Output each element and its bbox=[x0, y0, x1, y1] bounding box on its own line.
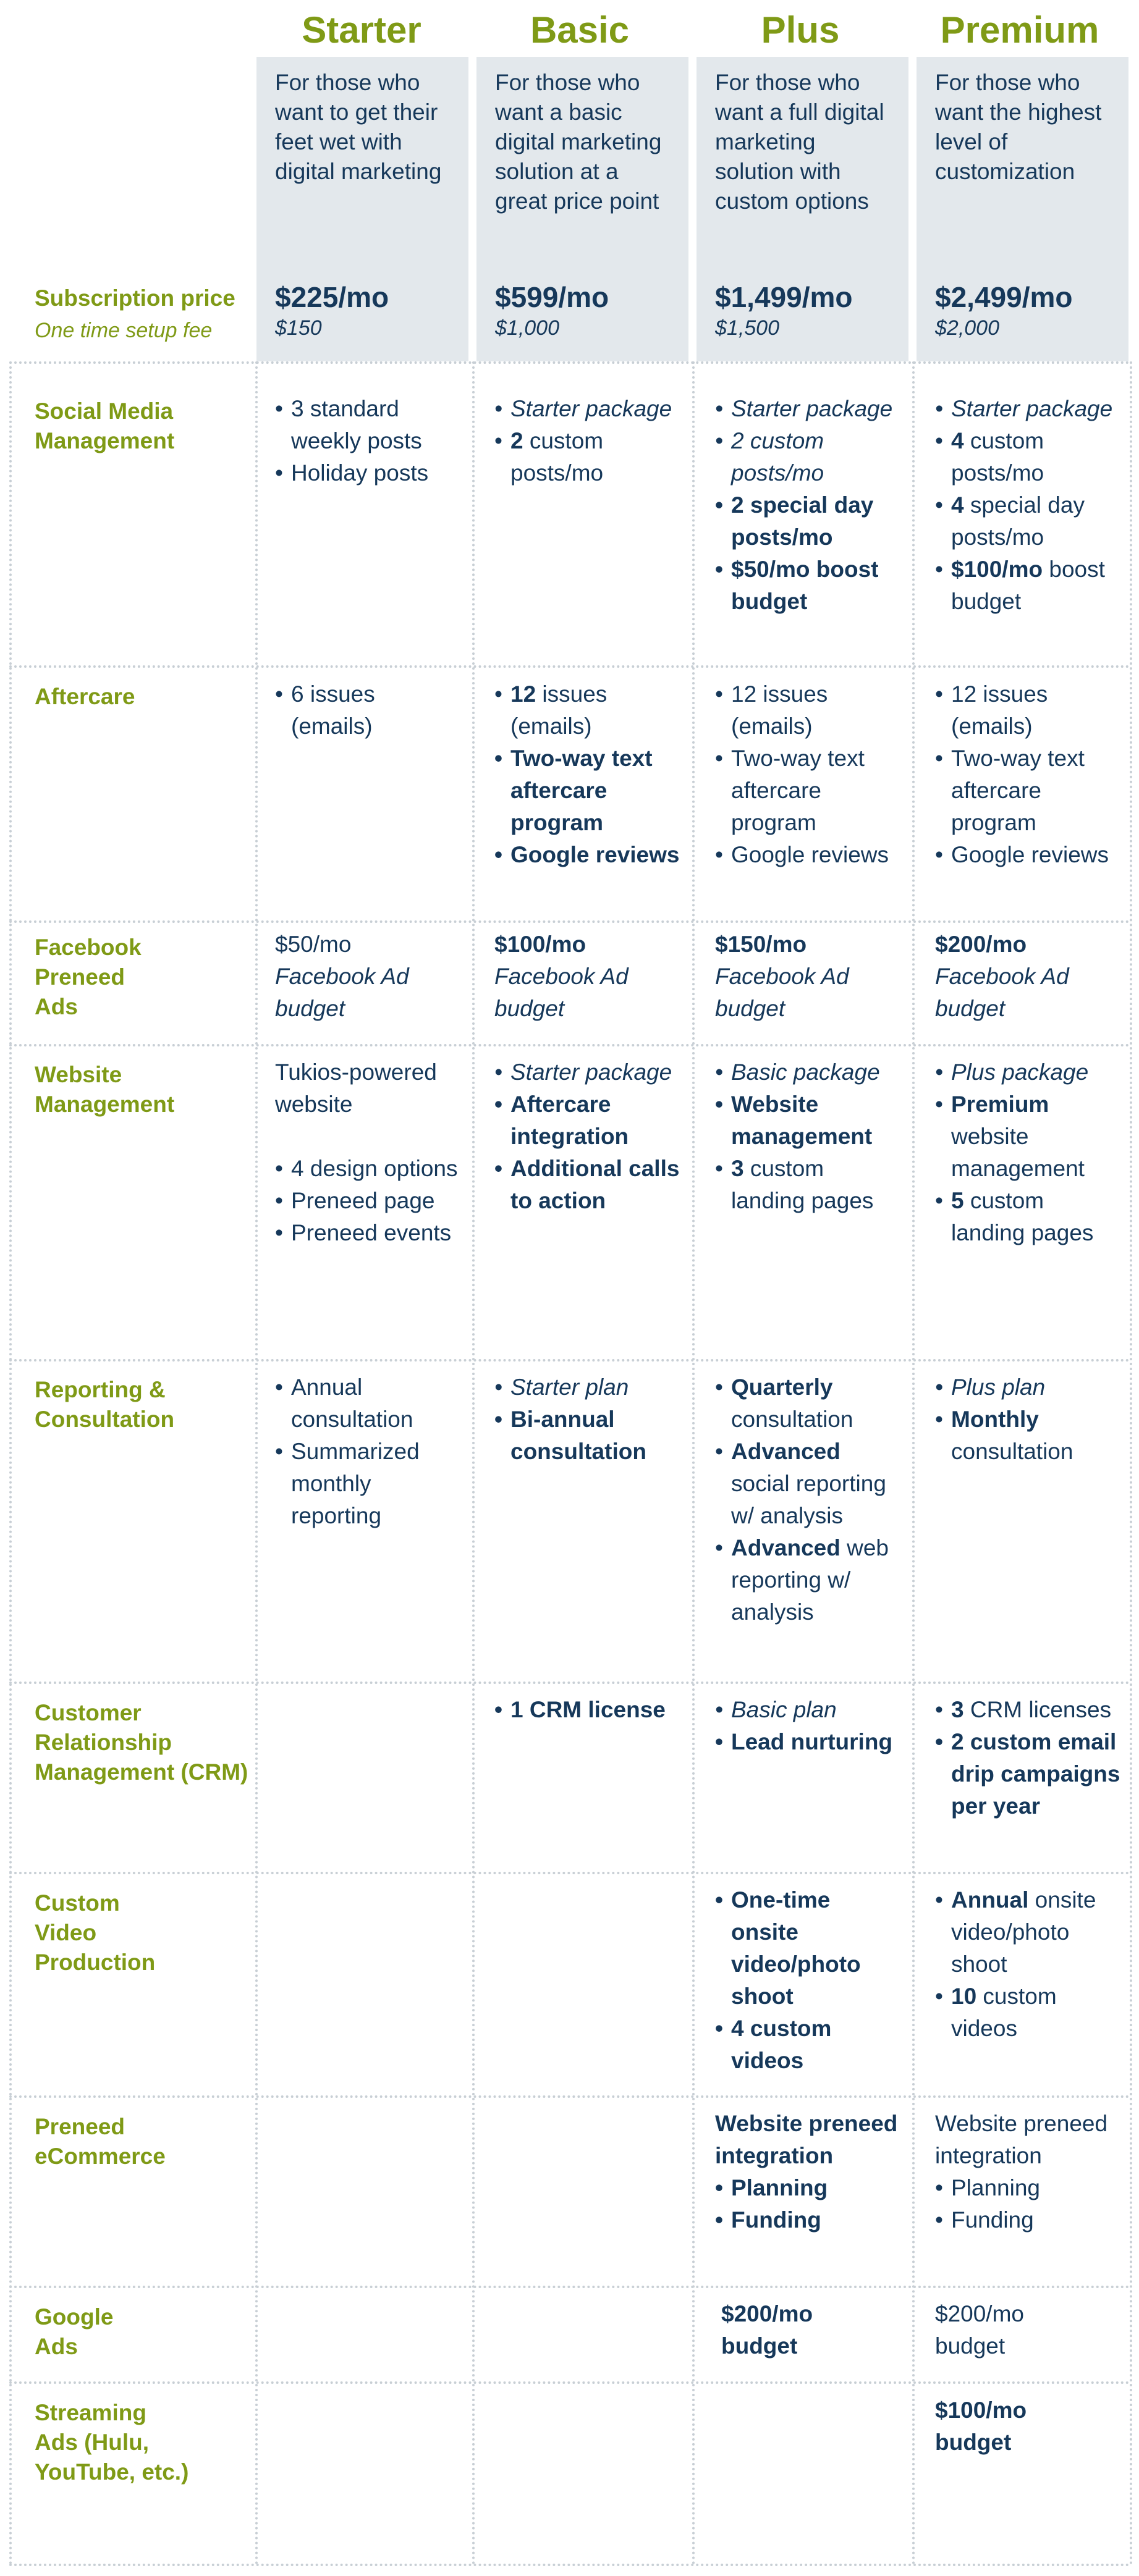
row-divider bbox=[9, 920, 1130, 923]
budget-note: Facebook Ad budget bbox=[935, 964, 1069, 1021]
list-item: • 3 standard weekly posts bbox=[275, 393, 460, 457]
column-divider bbox=[9, 361, 12, 2567]
cell-facebook-basic bbox=[494, 928, 680, 1025]
list-item: • 12 issues (emails) bbox=[935, 678, 1120, 743]
list-item: • Summarized monthly reporting bbox=[275, 1436, 460, 1532]
list-item: • Two-way text aftercare program bbox=[494, 743, 680, 839]
list-item: • One-time onsite video/photo shoot bbox=[715, 1884, 900, 2013]
cell-social-starter bbox=[275, 393, 460, 489]
row-divider bbox=[9, 665, 1130, 668]
row-label-streaming-ads: Streaming Ads (Hulu, YouTube, etc.) bbox=[35, 2400, 189, 2485]
list-item: • 1 CRM license bbox=[494, 1694, 680, 1726]
list-item: • Starter package bbox=[494, 393, 680, 425]
plan-setup-fee: $2,000 bbox=[935, 316, 999, 340]
column-divider bbox=[472, 361, 475, 2567]
row-label-video: Custom Video Production bbox=[35, 1890, 156, 1975]
list-item: • Starter package bbox=[935, 393, 1120, 425]
list-item: • Planning bbox=[715, 2172, 900, 2204]
cell-crm-basic bbox=[494, 1694, 680, 1726]
budget-amount: $200/mo budget bbox=[721, 2301, 813, 2359]
column-divider bbox=[912, 361, 915, 2567]
cell-social-premium bbox=[935, 393, 1120, 618]
cell-ecommerce-plus bbox=[715, 2108, 900, 2236]
cell-social-plus bbox=[715, 393, 900, 618]
row-label-reporting: Reporting & Consultation bbox=[35, 1377, 175, 1432]
list-item: • 10 custom videos bbox=[935, 1980, 1120, 2045]
cell-aftercare-plus bbox=[715, 678, 900, 871]
budget-note: Facebook Ad budget bbox=[275, 964, 409, 1021]
cell-reporting-basic bbox=[494, 1371, 680, 1468]
row-label-ecommerce: Preneed eCommerce bbox=[35, 2114, 166, 2169]
list-item: • 4 special day posts/mo bbox=[935, 489, 1120, 554]
list-item: • Preneed page bbox=[275, 1185, 460, 1217]
plan-setup-fee: $150 bbox=[275, 316, 322, 340]
list-item: • Bi-annual consultation bbox=[494, 1404, 680, 1468]
list-item: • Planning bbox=[935, 2172, 1120, 2204]
plan-card-premium bbox=[917, 57, 1128, 361]
row-divider bbox=[9, 1682, 1130, 1684]
list-item: • Plus package bbox=[935, 1056, 1120, 1088]
cell-aftercare-starter bbox=[275, 678, 460, 743]
list-item: • Advanced web reporting w/ analysis bbox=[715, 1532, 900, 1628]
list-item: • Quarterly consultation bbox=[715, 1371, 900, 1436]
ecommerce-intro: Website preneed integration bbox=[935, 2111, 1108, 2168]
list-item: • Annual onsite video/photo shoot bbox=[935, 1884, 1120, 1980]
list-item: • 4 design options bbox=[275, 1153, 460, 1185]
cell-streaming-premium bbox=[935, 2394, 1059, 2459]
list-item: • 2 special day posts/mo bbox=[715, 489, 900, 554]
row-divider bbox=[9, 2381, 1130, 2384]
cell-video-premium bbox=[935, 1884, 1120, 2045]
cell-facebook-plus bbox=[715, 928, 900, 1025]
cell-website-plus bbox=[715, 1056, 900, 1217]
cell-website-premium bbox=[935, 1056, 1120, 1249]
list-item: • Starter package bbox=[494, 1056, 680, 1088]
row-divider bbox=[9, 2564, 1130, 2566]
list-item: • Funding bbox=[715, 2204, 900, 2236]
list-item: • Basic package bbox=[715, 1056, 900, 1088]
list-item: • Additional calls to action bbox=[494, 1153, 680, 1217]
list-item: • 2 custom email drip campaigns per year bbox=[935, 1726, 1120, 1822]
cell-google-plus bbox=[721, 2298, 845, 2362]
ecommerce-intro: Website preneed integration bbox=[715, 2111, 898, 2168]
list-item: • Monthly consultation bbox=[935, 1404, 1120, 1468]
row-label-google-ads: Google Ads bbox=[35, 2304, 114, 2359]
list-item: • Aftercare integration bbox=[494, 1088, 680, 1153]
list-item: • 2 custom posts/mo bbox=[494, 425, 680, 489]
row-label-crm: Customer Relationship Management (CRM) bbox=[35, 1700, 248, 1785]
row-divider bbox=[9, 1872, 1130, 1874]
plan-title-basic: Basic bbox=[530, 9, 630, 51]
plan-card-plus bbox=[697, 57, 908, 361]
list-item: • Website management bbox=[715, 1088, 900, 1153]
list-item: • Google reviews bbox=[494, 839, 680, 871]
row-divider bbox=[9, 1044, 1130, 1046]
cell-website-starter bbox=[275, 1056, 460, 1249]
row-divider bbox=[9, 2095, 1130, 2098]
cell-facebook-starter bbox=[275, 928, 460, 1025]
cell-website-basic bbox=[494, 1056, 680, 1217]
list-item: • 6 issues (emails) bbox=[275, 678, 415, 743]
cell-aftercare-premium bbox=[935, 678, 1120, 871]
list-item: • 2 custom posts/mo bbox=[715, 425, 900, 489]
plan-title-premium: Premium bbox=[940, 9, 1099, 51]
list-item: • Advanced social reporting w/ analysis bbox=[715, 1436, 900, 1532]
cell-reporting-starter bbox=[275, 1371, 460, 1532]
list-item: • Premium website management bbox=[935, 1088, 1120, 1185]
list-item: • 3 CRM licenses bbox=[935, 1694, 1120, 1726]
list-item: • Annual consultation bbox=[275, 1371, 460, 1436]
list-item: • Starter plan bbox=[494, 1371, 680, 1404]
row-divider bbox=[9, 1359, 1130, 1362]
list-item: • Two-way text aftercare program bbox=[715, 743, 900, 839]
plan-card-starter bbox=[256, 57, 468, 361]
list-item: • 4 custom videos bbox=[715, 2013, 900, 2077]
list-item: • $50/mo boost budget bbox=[715, 554, 900, 618]
list-item: • Basic plan bbox=[715, 1694, 900, 1726]
plan-title-starter: Starter bbox=[302, 9, 421, 51]
plan-description: For those who want a basic digital marketing solution at a great price point bbox=[495, 70, 662, 214]
budget-note: Facebook Ad budget bbox=[494, 964, 629, 1021]
cell-ecommerce-premium bbox=[935, 2108, 1120, 2236]
plan-description: For those who want the highest level of customization bbox=[935, 70, 1102, 184]
cell-reporting-plus bbox=[715, 1371, 900, 1628]
budget-note: Facebook Ad budget bbox=[715, 964, 849, 1021]
column-divider bbox=[692, 361, 695, 2567]
list-item: • Plus plan bbox=[935, 1371, 1120, 1404]
plan-setup-fee: $1,000 bbox=[495, 316, 559, 340]
budget-amount: $200/mo budget bbox=[935, 2301, 1024, 2359]
list-item: • 5 custom landing pages bbox=[935, 1185, 1120, 1249]
row-label-aftercare: Aftercare bbox=[35, 684, 135, 709]
cell-facebook-premium bbox=[935, 928, 1120, 1025]
budget-amount: $100/mo budget bbox=[935, 2397, 1027, 2455]
list-item: • Google reviews bbox=[935, 839, 1120, 871]
plan-card-basic bbox=[476, 57, 688, 361]
budget-amount: $150/mo bbox=[715, 932, 807, 957]
row-divider bbox=[9, 2286, 1130, 2288]
row-label-facebook-ads: Facebook Preneed Ads bbox=[35, 935, 142, 1019]
column-divider bbox=[1130, 361, 1132, 2567]
cell-crm-plus bbox=[715, 1694, 900, 1758]
list-item: • Starter package bbox=[715, 393, 900, 425]
list-item: • 4 custom posts/mo bbox=[935, 425, 1120, 489]
list-item: • Funding bbox=[935, 2204, 1120, 2236]
subscription-price-label: Subscription price bbox=[35, 285, 235, 311]
plan-description: For those who want to get their feet wet with digital marketing bbox=[275, 70, 442, 184]
plan-setup-fee: $1,500 bbox=[715, 316, 779, 340]
cell-social-basic bbox=[494, 393, 680, 489]
plan-description: For those who want a full digital marketing solution with custom options bbox=[715, 70, 884, 214]
cell-video-plus bbox=[715, 1884, 900, 2077]
plan-title-plus: Plus bbox=[761, 9, 840, 51]
cell-google-premium bbox=[935, 2298, 1052, 2362]
list-item: • Lead nurturing bbox=[715, 1726, 900, 1758]
list-item: • $100/mo boost budget bbox=[935, 554, 1120, 618]
list-item: • 3 custom landing pages bbox=[715, 1153, 900, 1217]
plan-price: $599/mo bbox=[495, 281, 609, 313]
plan-price: $2,499/mo bbox=[935, 281, 1073, 313]
list-item: • Holiday posts bbox=[275, 457, 460, 489]
budget-amount: $50/mo bbox=[275, 932, 352, 957]
list-item: • Google reviews bbox=[715, 839, 900, 871]
row-divider bbox=[9, 361, 1130, 364]
cell-reporting-premium bbox=[935, 1371, 1120, 1468]
budget-amount: $200/mo bbox=[935, 932, 1027, 957]
row-label-website: Website Management bbox=[35, 1062, 175, 1117]
list-item: • Two-way text aftercare program bbox=[935, 743, 1120, 839]
website-intro: Tukios-powered website bbox=[275, 1059, 437, 1117]
cell-crm-premium bbox=[935, 1694, 1120, 1822]
list-item: • 12 issues (emails) bbox=[715, 678, 900, 743]
row-label-social-media: Social Media Management bbox=[35, 398, 175, 453]
list-item: • 12 issues (emails) bbox=[494, 678, 680, 743]
cell-aftercare-basic bbox=[494, 678, 680, 871]
plan-price: $225/mo bbox=[275, 281, 389, 313]
plan-price: $1,499/mo bbox=[715, 281, 853, 313]
budget-amount: $100/mo bbox=[494, 932, 586, 957]
list-item: • Preneed events bbox=[275, 1217, 460, 1249]
setup-fee-label: One time setup fee bbox=[35, 319, 213, 342]
